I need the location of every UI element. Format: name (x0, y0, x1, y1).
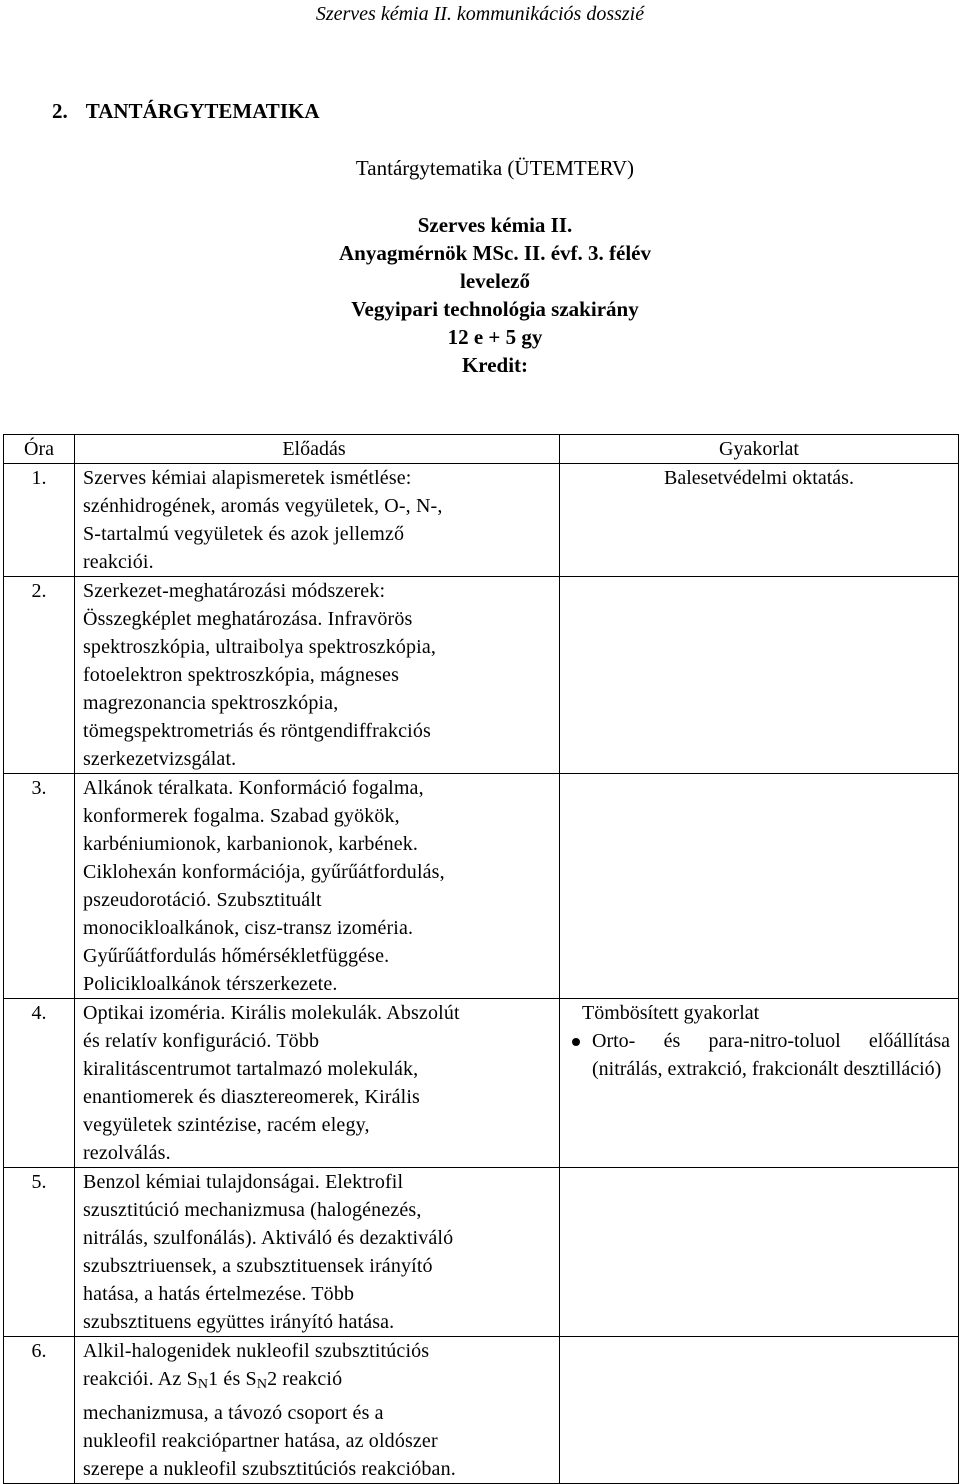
table-row (4, 999, 959, 1168)
lecture-text: Szerkezet-meghatározási módszerek: Összegképlet meghatározása. Infravörös spektroszkópia, ultraibolya spektroszkópia, fotoelektron spektroszkópia, mágneses magrezonancia spektroszkópia, tömegspektrometriás és röntgendiffrakciós szerkezetvizsgálat. (83, 580, 437, 770)
schedule-subtitle: Tantárgytematika (ÜTEMTERV) (355, 156, 635, 180)
section-title: TANTÁRGYTEMATIKA (85, 99, 320, 123)
row-practice (560, 774, 959, 999)
lecture-fragment: 1 és S (208, 1368, 257, 1390)
course-credit: Kredit: (461, 353, 529, 377)
row-lecture (75, 999, 560, 1168)
row-lecture (75, 1168, 560, 1337)
course-info (0, 211, 960, 379)
table-row (4, 1168, 959, 1337)
row-practice (560, 1168, 959, 1337)
subscript: N (256, 1377, 268, 1392)
row-lecture (75, 464, 560, 577)
table-header-row (4, 435, 959, 464)
bullet-icon (572, 1038, 580, 1046)
practice-text: Balesetvédelmi oktatás. (664, 467, 854, 489)
row-hour: 4. (4, 999, 75, 1168)
practice-bullet-item (568, 1027, 950, 1083)
lecture-line (83, 1365, 553, 1399)
header-lecture: Előadás (75, 435, 560, 464)
course-name: Szerves kémia II. (417, 213, 573, 237)
lecture-text: Benzol kémiai tulajdonságai. Elektrofil szusztitúció mechanizmusa (halogénezés, nitrálás, szulfonálás). Aktiváló és dezaktiváló szubsztriuensek, a szubsztituensek irányító hatása, a hatás értelmezése. Több szubsztituens együttes irányító hatása. (83, 1171, 454, 1333)
row-hour: 5. (4, 1168, 75, 1337)
row-hour: 2. (4, 577, 75, 774)
table-row (4, 577, 959, 774)
practice-bullet-text: Orto- és para-nitro-toluol előállítása (nitrálás, extrakció, frakcionált desztilláció) (592, 1030, 950, 1080)
lecture-fragment: reakciói. Az S (83, 1368, 198, 1390)
section-number: 2. (52, 99, 68, 123)
row-hour: 1. (4, 464, 75, 577)
section-heading (52, 98, 320, 124)
row-practice (560, 464, 959, 577)
subscript: N (197, 1377, 209, 1392)
lecture-text: Optikai izoméria. Királis molekulák. Abszolút és relatív konfiguráció. Több kiralitáscentrumot tartalmazó molekulák, enantiomerek és diasztereomerek, Királis vegyületek szintézise, racém elegy, rezolválás. (83, 1002, 460, 1164)
table-row (4, 1337, 959, 1484)
header-practice: Gyakorlat (560, 435, 959, 464)
row-practice (560, 999, 959, 1168)
row-practice (560, 1337, 959, 1484)
lecture-fragment: 2 reakció (267, 1368, 343, 1390)
row-lecture (75, 1337, 560, 1484)
lecture-text: mechanizmusa, a távozó csoport és a nukleofil reakciópartner hatása, az oldószer szerepe a nukleofil szubsztitúciós reakcióban. (83, 1402, 456, 1480)
table-row (4, 464, 959, 577)
row-hour: 6. (4, 1337, 75, 1484)
course-hours: 12 e + 5 gy (447, 325, 543, 349)
row-lecture (75, 577, 560, 774)
row-hour: 3. (4, 774, 75, 999)
course-program: Anyagmérnök MSc. II. évf. 3. félév (338, 241, 652, 265)
course-specialization: Vegyipari technológia szakirány (351, 297, 639, 321)
schedule-table (3, 434, 959, 1484)
course-mode: levelező (460, 269, 530, 293)
lecture-line: Alkil-halogenidek nukleofil szubsztitúciós (83, 1340, 430, 1362)
running-header: Szerves kémia II. kommunikációs dosszié (315, 3, 645, 25)
lecture-text: Alkánok téralkata. Konformáció fogalma, konformerek fogalma. Szabad gyökök, karbéniumionok, karbanionok, karbének. Ciklohexán konformációja, gyűrűátfordulás, pszeudorotáció. Szubsztituált monocikloalkánok, cisz-transz izoméria. Gyűrűátfordulás hőmérsékletfüggése. Policikloalkánok térszerkezete. (83, 777, 445, 995)
lecture-text: Szerves kémiai alapismeretek ismétlése: szénhidrogének, aromás vegyületek, O-, N-, S-tartalmú vegyületek és azok jellemző reakciói. (83, 467, 443, 573)
table-row (4, 774, 959, 999)
row-lecture (75, 774, 560, 999)
header-hour: Óra (4, 435, 75, 464)
row-practice (560, 577, 959, 774)
practice-title: Tömbösített gyakorlat (582, 1002, 760, 1024)
